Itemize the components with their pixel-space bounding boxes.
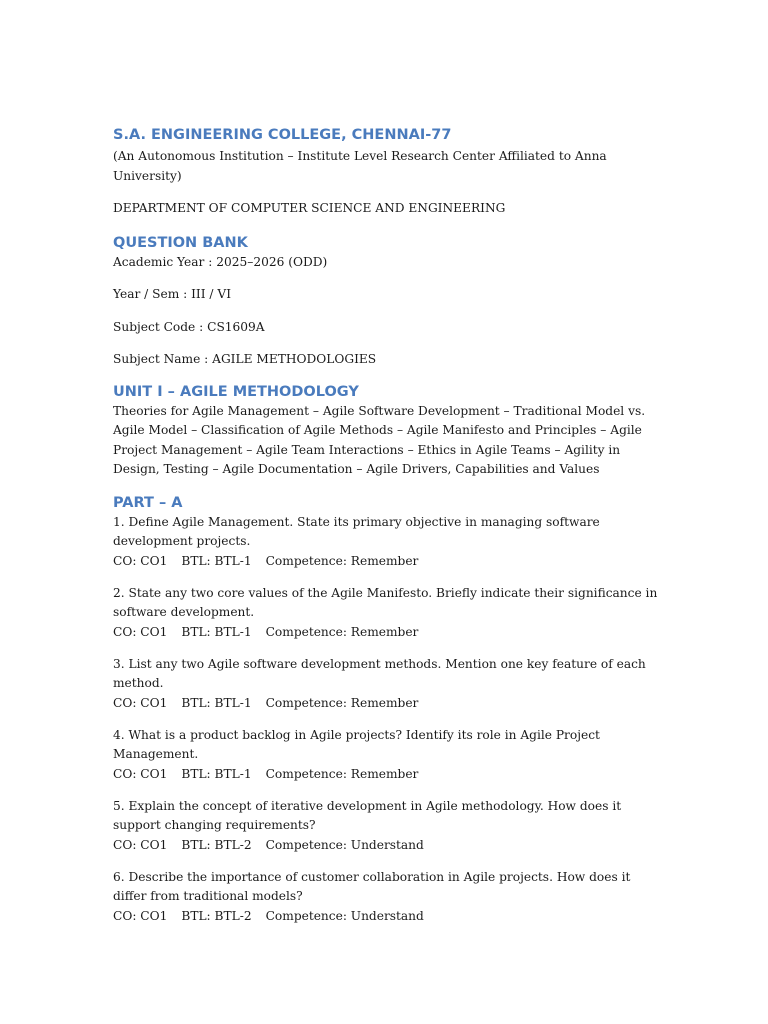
year-sem: Year / Sem : III / VI bbox=[113, 287, 232, 301]
part-a-heading: PART – A bbox=[113, 494, 183, 511]
subject-code: Subject Code : CS1609A bbox=[113, 319, 265, 334]
question-btl: BTL: BTL-1 bbox=[181, 766, 252, 781]
question-bank-heading: QUESTION BANK bbox=[113, 234, 248, 251]
question-text: 2. State any two core values of the Agile Manifesto. Briefly indicate their significance in software development. bbox=[113, 585, 658, 619]
question-text: 6. Describe the importance of customer collaboration in Agile projects. How does it differ from traditional models? bbox=[113, 869, 631, 903]
academic-year: Academic Year : 2025–2026 (ODD) bbox=[113, 254, 328, 269]
department-name: DEPARTMENT OF COMPUTER SCIENCE AND ENGINEERING bbox=[113, 201, 506, 215]
college-subtitle: (An Autonomous Institution – Institute Level Research Center Affiliated to Anna University) bbox=[113, 149, 607, 183]
question-meta bbox=[113, 552, 658, 572]
subject-name: Subject Name : AGILE METHODOLOGIES bbox=[113, 352, 377, 366]
question-text: 1. Define Agile Management. State its primary objective in managing software development projects. bbox=[113, 514, 600, 548]
question-item bbox=[113, 584, 658, 643]
question-meta bbox=[113, 765, 658, 785]
question-text: 3. List any two Agile software development methods. Mention one key feature of each method. bbox=[113, 656, 646, 690]
question-competence: Competence: Remember bbox=[265, 553, 419, 568]
question-btl: BTL: BTL-2 bbox=[181, 837, 252, 852]
question-competence: Competence: Remember bbox=[265, 766, 419, 781]
question-competence: Competence: Remember bbox=[265, 624, 419, 639]
question-text: 5. Explain the concept of iterative development in Agile methodology. How does it support changing requirements? bbox=[113, 798, 622, 832]
question-competence: Competence: Understand bbox=[265, 837, 424, 852]
question-co: CO: CO1 bbox=[113, 695, 168, 710]
question-meta bbox=[113, 694, 658, 714]
question-meta bbox=[113, 836, 658, 856]
question-list bbox=[113, 513, 658, 927]
unit-heading: UNIT I – AGILE METHODOLOGY bbox=[113, 383, 359, 400]
question-btl: BTL: BTL-1 bbox=[181, 624, 252, 639]
question-item bbox=[113, 868, 658, 927]
question-competence: Competence: Understand bbox=[265, 908, 424, 923]
question-competence: Competence: Remember bbox=[265, 695, 419, 710]
question-co: CO: CO1 bbox=[113, 837, 168, 852]
question-btl: BTL: BTL-1 bbox=[181, 695, 252, 710]
question-item bbox=[113, 726, 658, 785]
question-btl: BTL: BTL-2 bbox=[181, 908, 252, 923]
question-co: CO: CO1 bbox=[113, 766, 168, 781]
question-item bbox=[113, 797, 658, 856]
question-item bbox=[113, 513, 658, 572]
question-co: CO: CO1 bbox=[113, 908, 168, 923]
question-btl: BTL: BTL-1 bbox=[181, 553, 252, 568]
question-text: 4. What is a product backlog in Agile projects? Identify its role in Agile Project Management. bbox=[113, 727, 600, 761]
question-item bbox=[113, 655, 658, 714]
document-page bbox=[113, 126, 658, 939]
question-meta bbox=[113, 623, 658, 643]
question-co: CO: CO1 bbox=[113, 553, 168, 568]
college-name: S.A. ENGINEERING COLLEGE, CHENNAI-77 bbox=[113, 127, 452, 143]
question-co: CO: CO1 bbox=[113, 624, 168, 639]
unit-syllabus: Theories for Agile Management – Agile Software Development – Traditional Model vs. Agile Model – Classification of Agile Methods – Agile Manifesto and Principles – Agile Project Management – Agile Team Interactions – Ethics in Agile Teams – Agility in Design, Testing – Agile Documentation – Agile Drivers, Capabilities and Values bbox=[113, 403, 646, 476]
question-meta bbox=[113, 907, 658, 927]
